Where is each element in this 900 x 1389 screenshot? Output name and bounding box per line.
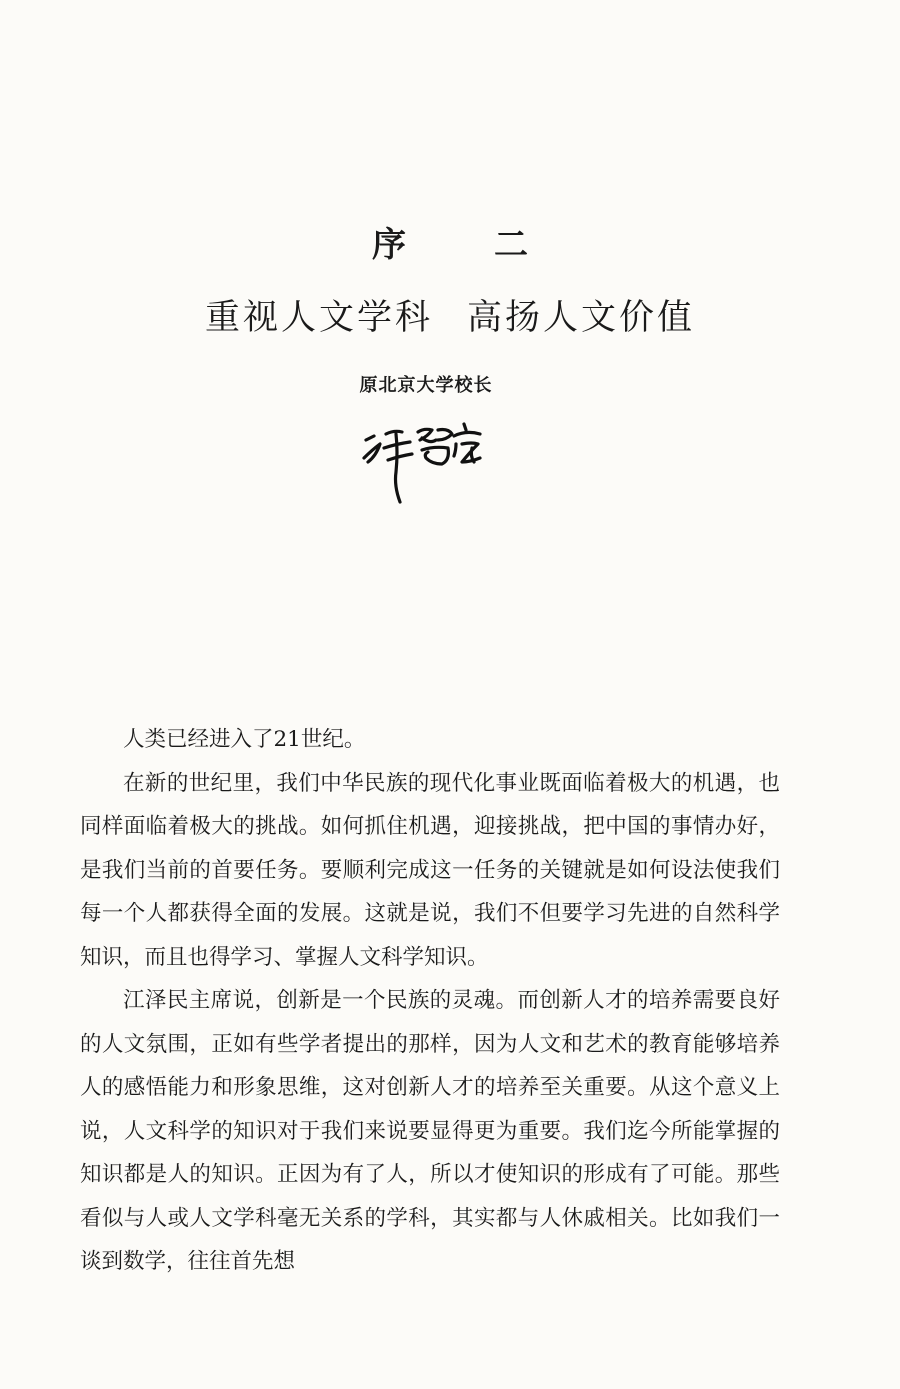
page-subtitle [0, 293, 900, 343]
title-part-1: 序 [372, 225, 406, 265]
paragraph-1: 人类已经进入了21世纪。 [123, 727, 366, 752]
subtitle-part-1: 重视人文学科 [204, 298, 433, 338]
handwritten-signature [360, 418, 490, 513]
body-text [80, 718, 780, 1284]
paragraph-2: 在新的世纪里，我们中华民族的现代化事业既面临着极大的机遇，也同样面临着极大的挑战。如何抓住机遇，迎接挑战，把中国的事情办好，是我们当前的首要任务。要顺利完成这一任务的关键就是如何设法使我们每一个人都获得全面的发展。这就是说，我们不但要学习先进的自然科学知识，而且也得学习、掌握人文科学知识。 [80, 770, 780, 970]
paragraph-3: 江泽民主席说，创新是一个民族的灵魂。而创新人才的培养需要良好的人文氛围，正如有些学者提出的那样，因为人文和艺术的教育能够培养人的感悟能力和形象思维，这对创新人才的培养至关重要。从这个意义上说，人文科学的知识对于我们来说要显得更为重要。我们迄今所能掌握的知识都是人的知识。正因为有了人，所以才使知识的形成有了可能。那些看似与人或人文学科毫无关系的学科，其实都与人休戚相关。比如我们一谈到数学，往往首先想 [80, 988, 780, 1274]
title-part-2: 二 [494, 225, 528, 265]
page-title [0, 222, 900, 268]
author-role: 原北京大学校长 [359, 375, 493, 396]
subtitle-part-2: 高扬人文价值 [467, 298, 696, 338]
